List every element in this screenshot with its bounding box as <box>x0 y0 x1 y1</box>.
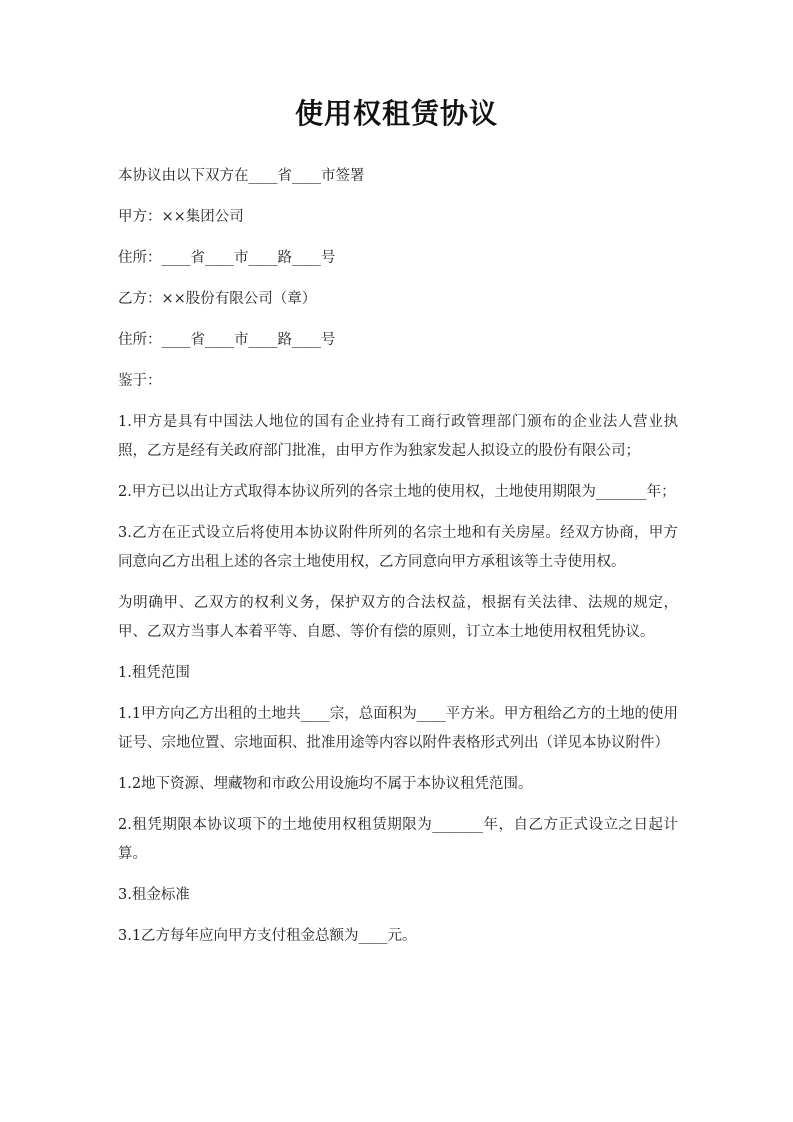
clause-1-2: 1.2地下资源、埋藏物和市政公用设施均不属于本协议租凭范围。 <box>118 776 533 792</box>
whereas-clause-1: 1.甲方是具有中国法人地位的国有企业持有工商行政管理部门颁布的企业法人营业执照，乙方是经有关政府部门批准，由甲方作为独家发起人拟设立的股份有限公司； <box>118 414 678 459</box>
clause-1-1: 1.1甲方向乙方出租的土地共____宗，总面积为____平方米。甲方租给乙方的土地的使用证号、宗地位置、宗地面积、批准用途等内容以附件表格形式列出（详见本协议附件） <box>118 706 678 751</box>
party-a-address: 住所：____省____市____路____号 <box>118 250 336 266</box>
whereas-clause-3: 3.乙方在正式设立后将使用本协议附件所列的名宗土地和有关房屋。经双方协商，甲方同意向乙方出租上述的各宗土地使用权，乙方同意向甲方承租该等土寺使用权。 <box>118 525 678 570</box>
clause-3-1: 3.1乙方每年应向甲方支付租金总额为____元。 <box>118 928 417 944</box>
document-body <box>118 162 678 963</box>
preamble-paragraph: 为明确甲、乙双方的权利义务，保护双方的合法权益，根据有关法律、法规的规定，甲、乙双方当事人本着平等、自愿、等价有偿的原则，订立本土地使用权租凭协议。 <box>118 595 678 640</box>
whereas-heading: 鉴于： <box>118 373 162 389</box>
party-b-name: 乙方：××股份有限公司（章） <box>118 291 317 307</box>
document-title: 使用权租赁协议 <box>294 97 498 130</box>
party-b-address: 住所：____省____市____路____号 <box>118 332 336 348</box>
section-2-lease-term: 2.租凭期限本协议项下的土地使用权租赁期限为_______年，自乙方正式设立之日起计算。 <box>118 817 678 862</box>
party-a-name: 甲方：××集团公司 <box>118 209 244 225</box>
section-3-heading: 3.租金标准 <box>118 887 190 903</box>
section-1-heading: 1.租凭范围 <box>118 665 190 681</box>
whereas-clause-2: 2.甲方已以出让方式取得本协议所列的各宗土地的使用权，土地使用期限为_______年； <box>118 484 676 500</box>
signing-location-line: 本协议由以下双方在____省____市签署 <box>118 168 365 184</box>
